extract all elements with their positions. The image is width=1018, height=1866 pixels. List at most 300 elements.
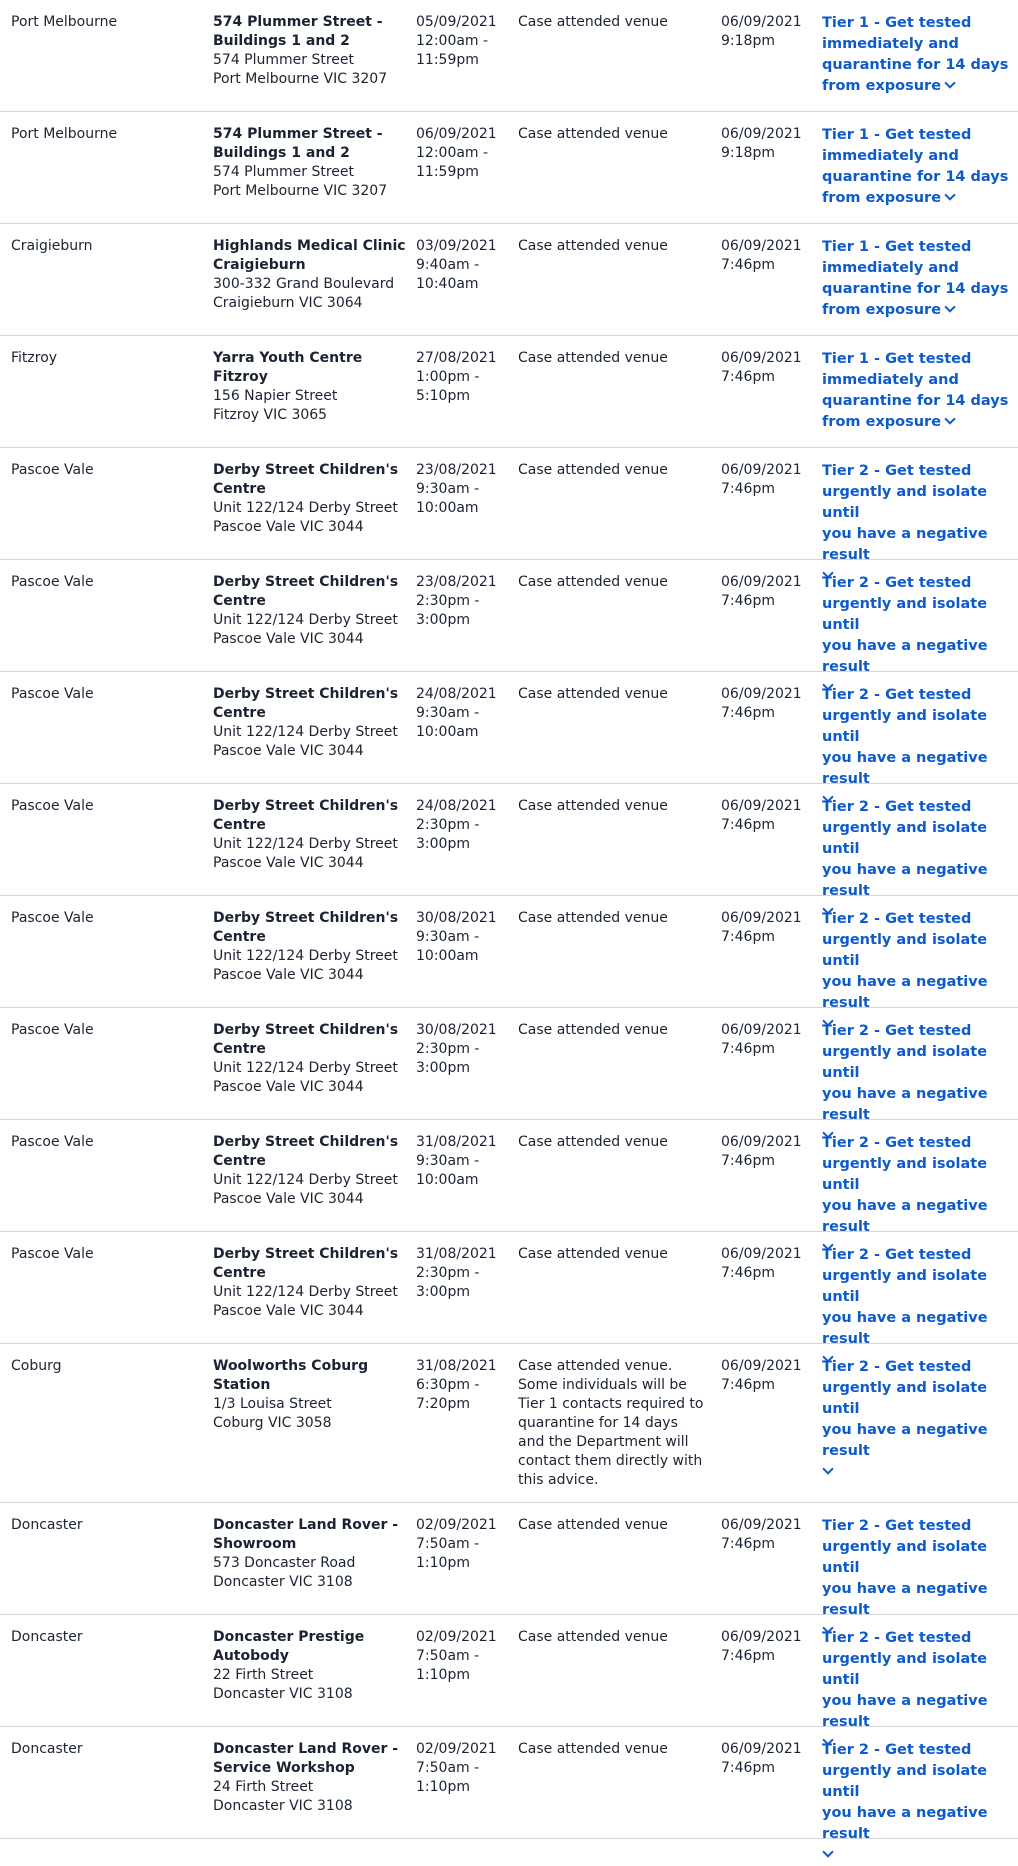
- health-advice-line: quarantine for 14 days: [822, 393, 1009, 409]
- suburb-cell: Fitzroy: [11, 350, 58, 366]
- suburb-cell: Coburg: [11, 1358, 62, 1374]
- address-line: Doncaster VIC 3108: [213, 1798, 353, 1814]
- site-cell: [213, 1357, 413, 1433]
- exposure-time-line: 12:00am -: [416, 33, 489, 49]
- chevron-down-icon: [944, 413, 955, 424]
- exposure-time-line: 05/09/2021: [416, 14, 497, 30]
- date-added-cell: [721, 1357, 811, 1395]
- health-advice-line: urgently and isolate until: [822, 708, 988, 745]
- health-advice-toggle[interactable]: [822, 125, 1018, 209]
- site-cell: [213, 797, 413, 873]
- date-added-cell: [721, 797, 811, 835]
- exposure-date-cell: [416, 1357, 512, 1414]
- exposure-date-cell: [416, 13, 512, 70]
- address-line: 300-332 Grand Boulevard: [213, 276, 395, 292]
- address-line: Port Melbourne VIC 3207: [213, 71, 388, 87]
- date-added-cell: [721, 13, 811, 51]
- exposure-time-line: 11:59pm: [416, 164, 479, 180]
- exposure-date-cell: [416, 1245, 512, 1302]
- notes-cell: Case attended venue: [518, 238, 668, 254]
- date-added-line: 7:46pm: [721, 593, 775, 609]
- exposure-date-cell: [416, 1740, 512, 1797]
- exposure-time-line: 3:00pm: [416, 836, 470, 852]
- date-added-line: 7:46pm: [721, 929, 775, 945]
- site-name: Doncaster Land Rover - Showroom: [213, 1517, 399, 1552]
- site-cell: [213, 13, 413, 89]
- health-advice-line: you have a negative result: [822, 750, 988, 787]
- site-address: [213, 1171, 413, 1209]
- address-line: Port Melbourne VIC 3207: [213, 183, 388, 199]
- exposure-time-line: 7:50am -: [416, 1760, 480, 1776]
- date-added-cell: [721, 909, 811, 947]
- address-line: Pascoe Vale VIC 3044: [213, 967, 364, 983]
- date-added-line: 7:46pm: [721, 1760, 775, 1776]
- exposure-time-line: 5:10pm: [416, 388, 470, 404]
- exposure-time-line: 27/08/2021: [416, 350, 497, 366]
- health-advice-line: Tier 2 - Get tested: [822, 687, 972, 703]
- chevron-line: [822, 1845, 1018, 1866]
- exposure-date-cell: [416, 237, 512, 294]
- health-advice-line: quarantine for 14 days: [822, 169, 1009, 185]
- notes-cell: Case attended venue: [518, 126, 668, 142]
- health-advice-cell: [822, 13, 1018, 97]
- health-advice-cell: [822, 1740, 1018, 1866]
- site-address: [213, 499, 413, 537]
- health-advice-line: Tier 2 - Get tested: [822, 911, 972, 927]
- date-added-line: 06/09/2021: [721, 1246, 802, 1262]
- exposure-time-line: 03/09/2021: [416, 238, 497, 254]
- exposure-time-line: 2:30pm -: [416, 593, 480, 609]
- table-row: [0, 1503, 1018, 1618]
- address-line: 574 Plummer Street: [213, 164, 355, 180]
- date-added-cell: [721, 1516, 811, 1554]
- site-address: [213, 275, 413, 313]
- address-line: Unit 122/124 Derby Street: [213, 612, 398, 628]
- site-cell: [213, 1021, 413, 1097]
- health-advice-line: quarantine for 14 days: [822, 57, 1009, 73]
- health-advice-line: urgently and isolate until: [822, 1268, 988, 1305]
- suburb-cell: Doncaster: [11, 1629, 83, 1645]
- table-row: [0, 672, 1018, 787]
- health-advice-line: Tier 1 - Get tested: [822, 15, 972, 31]
- site-address: [213, 1395, 413, 1433]
- exposure-time-line: 31/08/2021: [416, 1246, 497, 1262]
- table-row: [0, 1232, 1018, 1347]
- chevron-down-icon: [944, 301, 955, 312]
- exposure-time-line: 10:40am: [416, 276, 479, 292]
- site-name: Yarra Youth Centre Fitzroy: [213, 350, 363, 385]
- site-cell: [213, 1245, 413, 1321]
- suburb-cell: Pascoe Vale: [11, 574, 94, 590]
- health-advice-line: from exposure: [822, 76, 1018, 97]
- exposure-time-line: 12:00am -: [416, 145, 489, 161]
- address-line: Pascoe Vale VIC 3044: [213, 1303, 364, 1319]
- exposure-time-line: 3:00pm: [416, 1060, 470, 1076]
- suburb-cell: Doncaster: [11, 1517, 83, 1533]
- site-address: [213, 947, 413, 985]
- notes-cell: Case attended venue: [518, 910, 668, 926]
- site-cell: [213, 349, 413, 425]
- site-address: [213, 611, 413, 649]
- chevron-down-icon: [944, 77, 955, 88]
- health-advice-line: urgently and isolate until: [822, 1763, 988, 1800]
- notes-cell: Case attended venue: [518, 686, 668, 702]
- date-added-line: 06/09/2021: [721, 238, 802, 254]
- exposure-time-line: 10:00am: [416, 500, 479, 516]
- date-added-line: 06/09/2021: [721, 1134, 802, 1150]
- site-address: [213, 51, 413, 89]
- health-advice-line: Tier 2 - Get tested: [822, 575, 972, 591]
- health-advice-line: immediately and: [822, 260, 959, 276]
- date-added-line: 06/09/2021: [721, 126, 802, 142]
- health-advice-line: urgently and isolate until: [822, 1651, 988, 1688]
- health-advice-cell: [822, 125, 1018, 209]
- exposure-time-line: 9:30am -: [416, 929, 480, 945]
- chevron-down-icon: [944, 189, 955, 200]
- health-advice-line: urgently and isolate until: [822, 1156, 988, 1193]
- site-cell: [213, 573, 413, 649]
- exposure-time-line: 02/09/2021: [416, 1741, 497, 1757]
- notes-cell: Case attended venue: [518, 1741, 668, 1757]
- suburb-cell: Pascoe Vale: [11, 910, 94, 926]
- date-added-cell: [721, 1628, 811, 1666]
- exposure-date-cell: [416, 797, 512, 854]
- date-added-cell: [721, 1245, 811, 1283]
- suburb-cell: Port Melbourne: [11, 126, 118, 142]
- notes-cell: Case attended venue: [518, 798, 668, 814]
- date-added-line: 7:46pm: [721, 1153, 775, 1169]
- site-address: [213, 1283, 413, 1321]
- site-name: Highlands Medical Clinic Craigieburn: [213, 238, 406, 273]
- date-added-line: 06/09/2021: [721, 910, 802, 926]
- address-line: Fitzroy VIC 3065: [213, 407, 328, 423]
- exposure-date-cell: [416, 1133, 512, 1190]
- site-address: [213, 163, 413, 201]
- exposure-date-cell: [416, 1628, 512, 1685]
- date-added-cell: [721, 237, 811, 275]
- suburb-cell: Craigieburn: [11, 238, 93, 254]
- site-address: [213, 1666, 413, 1704]
- exposure-date-cell: [416, 1021, 512, 1078]
- site-name: Doncaster Land Rover - Service Workshop: [213, 1741, 399, 1776]
- health-advice-line: you have a negative result: [822, 1693, 988, 1730]
- site-name: Derby Street Children's Centre: [213, 686, 399, 721]
- health-advice-line: Tier 1 - Get tested: [822, 239, 972, 255]
- date-added-line: 06/09/2021: [721, 14, 802, 30]
- health-advice-line: from exposure: [822, 300, 1018, 321]
- address-line: Unit 122/124 Derby Street: [213, 1060, 398, 1076]
- exposure-time-line: 1:10pm: [416, 1555, 470, 1571]
- health-advice-line: urgently and isolate until: [822, 1380, 988, 1417]
- health-advice-line: you have a negative result: [822, 1086, 988, 1123]
- exposure-time-line: 23/08/2021: [416, 462, 497, 478]
- site-cell: [213, 1628, 413, 1704]
- exposure-time-line: 6:30pm -: [416, 1377, 480, 1393]
- health-advice-line: you have a negative result: [822, 638, 988, 675]
- address-line: 24 Firth Street: [213, 1779, 314, 1795]
- health-advice-line: from exposure: [822, 412, 1018, 433]
- suburb-cell: Pascoe Vale: [11, 798, 94, 814]
- date-added-line: 06/09/2021: [721, 462, 802, 478]
- exposure-time-line: 7:50am -: [416, 1648, 480, 1664]
- health-advice-line: you have a negative result: [822, 862, 988, 899]
- date-added-line: 7:46pm: [721, 817, 775, 833]
- chevron-down-icon: [822, 1463, 833, 1474]
- health-advice-line: Tier 2 - Get tested: [822, 1742, 972, 1758]
- health-advice-cell: [822, 1357, 1018, 1483]
- exposure-time-line: 31/08/2021: [416, 1358, 497, 1374]
- site-name: Derby Street Children's Centre: [213, 1134, 399, 1169]
- address-line: Craigieburn VIC 3064: [213, 295, 363, 311]
- health-advice-line: immediately and: [822, 148, 959, 164]
- exposure-time-line: 10:00am: [416, 1172, 479, 1188]
- address-line: Pascoe Vale VIC 3044: [213, 855, 364, 871]
- site-cell: [213, 685, 413, 761]
- health-advice-line: urgently and isolate until: [822, 484, 988, 521]
- date-added-line: 7:46pm: [721, 1648, 775, 1664]
- health-advice-cell: [822, 349, 1018, 433]
- address-line: 574 Plummer Street: [213, 52, 355, 68]
- table-row: [0, 1120, 1018, 1235]
- table-row: [0, 0, 1018, 112]
- date-added-line: 7:46pm: [721, 481, 775, 497]
- health-advice-line: urgently and isolate until: [822, 932, 988, 969]
- exposure-time-line: 9:30am -: [416, 705, 480, 721]
- date-added-cell: [721, 349, 811, 387]
- health-advice-line: you have a negative result: [822, 1581, 988, 1618]
- exposure-date-cell: [416, 461, 512, 518]
- site-address: [213, 1059, 413, 1097]
- health-advice-line: you have a negative result: [822, 1422, 988, 1459]
- site-name: Derby Street Children's Centre: [213, 574, 399, 609]
- date-added-line: 7:46pm: [721, 257, 775, 273]
- date-added-line: 7:46pm: [721, 705, 775, 721]
- exposure-time-line: 7:20pm: [416, 1396, 470, 1412]
- health-advice-line: Tier 2 - Get tested: [822, 1359, 972, 1375]
- date-added-cell: [721, 125, 811, 163]
- site-name: Derby Street Children's Centre: [213, 910, 399, 945]
- date-added-cell: [721, 1740, 811, 1778]
- exposure-time-line: 30/08/2021: [416, 1022, 497, 1038]
- exposure-date-cell: [416, 125, 512, 182]
- address-line: Pascoe Vale VIC 3044: [213, 519, 364, 535]
- address-line: Unit 122/124 Derby Street: [213, 724, 398, 740]
- suburb-cell: Pascoe Vale: [11, 686, 94, 702]
- address-line: Doncaster VIC 3108: [213, 1686, 353, 1702]
- date-added-line: 06/09/2021: [721, 1358, 802, 1374]
- table-row: [0, 1008, 1018, 1123]
- address-line: 1/3 Louisa Street: [213, 1396, 332, 1412]
- notes-cell: Case attended venue: [518, 574, 668, 590]
- health-advice-line: Tier 2 - Get tested: [822, 1630, 972, 1646]
- exposure-time-line: 2:30pm -: [416, 817, 480, 833]
- exposure-time-line: 1:00pm -: [416, 369, 480, 385]
- address-line: Pascoe Vale VIC 3044: [213, 631, 364, 647]
- date-added-line: 06/09/2021: [721, 350, 802, 366]
- table-row: [0, 560, 1018, 675]
- date-added-line: 7:46pm: [721, 369, 775, 385]
- health-advice-line: Tier 1 - Get tested: [822, 351, 972, 367]
- date-added-cell: [721, 685, 811, 723]
- health-advice-line: urgently and isolate until: [822, 1539, 988, 1576]
- address-line: Pascoe Vale VIC 3044: [213, 743, 364, 759]
- exposure-time-line: 11:59pm: [416, 52, 479, 68]
- health-advice-toggle[interactable]: [822, 1740, 1018, 1866]
- exposure-time-line: 9:30am -: [416, 481, 480, 497]
- notes-cell: Case attended venue: [518, 1246, 668, 1262]
- health-advice-line: urgently and isolate until: [822, 820, 988, 857]
- exposure-date-cell: [416, 573, 512, 630]
- address-line: Unit 122/124 Derby Street: [213, 948, 398, 964]
- site-name: Woolworths Coburg Station: [213, 1358, 369, 1393]
- table-row: [0, 1615, 1018, 1730]
- address-line: 156 Napier Street: [213, 388, 338, 404]
- table-row: [0, 784, 1018, 899]
- exposure-date-cell: [416, 685, 512, 742]
- health-advice-line: you have a negative result: [822, 1310, 988, 1347]
- address-line: Unit 122/124 Derby Street: [213, 1172, 398, 1188]
- exposure-time-line: 2:30pm -: [416, 1041, 480, 1057]
- address-line: Coburg VIC 3058: [213, 1415, 332, 1431]
- date-added-cell: [721, 573, 811, 611]
- exposure-time-line: 02/09/2021: [416, 1629, 497, 1645]
- health-advice-line: Tier 2 - Get tested: [822, 1247, 972, 1263]
- health-advice-toggle[interactable]: [822, 237, 1018, 321]
- notes-cell: Case attended venue. Some individuals will be Tier 1 contacts required to quarantine for 14 days and the Department will contact them directly with this advice.: [518, 1358, 704, 1488]
- health-advice-line: immediately and: [822, 36, 959, 52]
- exposure-time-line: 02/09/2021: [416, 1517, 497, 1533]
- site-cell: [213, 237, 413, 313]
- exposure-time-line: 10:00am: [416, 724, 479, 740]
- health-advice-line: quarantine for 14 days: [822, 281, 1009, 297]
- health-advice-toggle[interactable]: [822, 349, 1018, 433]
- address-line: Doncaster VIC 3108: [213, 1574, 353, 1590]
- site-address: [213, 1778, 413, 1816]
- health-advice-line: Tier 2 - Get tested: [822, 799, 972, 815]
- exposure-time-line: 3:00pm: [416, 612, 470, 628]
- suburb-cell: Pascoe Vale: [11, 1134, 94, 1150]
- address-line: Unit 122/124 Derby Street: [213, 1284, 398, 1300]
- date-added-cell: [721, 1133, 811, 1171]
- health-advice-line: Tier 2 - Get tested: [822, 1023, 972, 1039]
- date-added-line: 06/09/2021: [721, 1517, 802, 1533]
- health-advice-line: you have a negative result: [822, 526, 988, 563]
- notes-cell: Case attended venue: [518, 1022, 668, 1038]
- table-row: [0, 1727, 1018, 1842]
- notes-cell: Case attended venue: [518, 1629, 668, 1645]
- exposure-time-line: 24/08/2021: [416, 798, 497, 814]
- address-line: Pascoe Vale VIC 3044: [213, 1079, 364, 1095]
- table-row: [0, 336, 1018, 448]
- site-name: 574 Plummer Street - Buildings 1 and 2: [213, 126, 383, 161]
- exposure-date-cell: [416, 909, 512, 966]
- suburb-cell: Doncaster: [11, 1741, 83, 1757]
- health-advice-line: immediately and: [822, 372, 959, 388]
- suburb-cell: Pascoe Vale: [11, 1246, 94, 1262]
- table-row: [0, 1344, 1018, 1503]
- suburb-cell: Port Melbourne: [11, 14, 118, 30]
- site-address: [213, 387, 413, 425]
- health-advice-line: from exposure: [822, 188, 1018, 209]
- date-added-line: 9:18pm: [721, 33, 775, 49]
- site-cell: [213, 1516, 413, 1592]
- suburb-cell: Pascoe Vale: [11, 462, 94, 478]
- notes-cell: Case attended venue: [518, 350, 668, 366]
- site-name: 574 Plummer Street - Buildings 1 and 2: [213, 14, 383, 49]
- site-name: Derby Street Children's Centre: [213, 1022, 399, 1057]
- chevron-line: [822, 1462, 1018, 1483]
- date-added-cell: [721, 1021, 811, 1059]
- chevron-down-icon: [822, 1846, 833, 1857]
- site-cell: [213, 909, 413, 985]
- exposure-date-cell: [416, 1516, 512, 1573]
- site-cell: [213, 461, 413, 537]
- health-advice-line: Tier 2 - Get tested: [822, 1518, 972, 1534]
- health-advice-line: Tier 1 - Get tested: [822, 127, 972, 143]
- site-address: [213, 835, 413, 873]
- table-row: [0, 112, 1018, 224]
- date-added-line: 06/09/2021: [721, 574, 802, 590]
- address-line: Pascoe Vale VIC 3044: [213, 1191, 364, 1207]
- notes-cell: Case attended venue: [518, 462, 668, 478]
- address-line: Unit 122/124 Derby Street: [213, 500, 398, 516]
- exposure-time-line: 31/08/2021: [416, 1134, 497, 1150]
- date-added-line: 9:18pm: [721, 145, 775, 161]
- notes-cell: Case attended venue: [518, 1517, 668, 1533]
- exposure-time-line: 24/08/2021: [416, 686, 497, 702]
- exposure-time-line: 9:40am -: [416, 257, 480, 273]
- address-line: Unit 122/124 Derby Street: [213, 836, 398, 852]
- site-cell: [213, 1740, 413, 1816]
- date-added-line: 7:46pm: [721, 1377, 775, 1393]
- exposure-time-line: 10:00am: [416, 948, 479, 964]
- exposure-time-line: 23/08/2021: [416, 574, 497, 590]
- health-advice-line: urgently and isolate until: [822, 1044, 988, 1081]
- health-advice-line: Tier 2 - Get tested: [822, 463, 972, 479]
- date-added-line: 7:46pm: [721, 1265, 775, 1281]
- date-added-line: 06/09/2021: [721, 798, 802, 814]
- date-added-line: 06/09/2021: [721, 1629, 802, 1645]
- date-added-line: 7:46pm: [721, 1041, 775, 1057]
- address-line: 22 Firth Street: [213, 1667, 314, 1683]
- date-added-line: 06/09/2021: [721, 1741, 802, 1757]
- table-row: [0, 896, 1018, 1011]
- exposure-time-line: 1:10pm: [416, 1779, 470, 1795]
- table-row: [0, 224, 1018, 336]
- site-name: Derby Street Children's Centre: [213, 462, 399, 497]
- site-name: Derby Street Children's Centre: [213, 798, 399, 833]
- exposure-time-line: 7:50am -: [416, 1536, 480, 1552]
- exposure-date-cell: [416, 349, 512, 406]
- exposure-time-line: 06/09/2021: [416, 126, 497, 142]
- suburb-cell: Pascoe Vale: [11, 1022, 94, 1038]
- date-added-line: 7:46pm: [721, 1536, 775, 1552]
- site-name: Derby Street Children's Centre: [213, 1246, 399, 1281]
- date-added-cell: [721, 461, 811, 499]
- health-advice-line: you have a negative result: [822, 974, 988, 1011]
- health-advice-toggle[interactable]: [822, 1357, 1018, 1483]
- site-name: Doncaster Prestige Autobody: [213, 1629, 365, 1664]
- exposure-time-line: 30/08/2021: [416, 910, 497, 926]
- table-row: [0, 448, 1018, 563]
- health-advice-line: you have a negative result: [822, 1805, 988, 1842]
- exposure-time-line: 9:30am -: [416, 1153, 480, 1169]
- health-advice-cell: [822, 237, 1018, 321]
- health-advice-toggle[interactable]: [822, 13, 1018, 97]
- site-cell: [213, 1133, 413, 1209]
- address-line: 573 Doncaster Road: [213, 1555, 356, 1571]
- exposure-time-line: 2:30pm -: [416, 1265, 480, 1281]
